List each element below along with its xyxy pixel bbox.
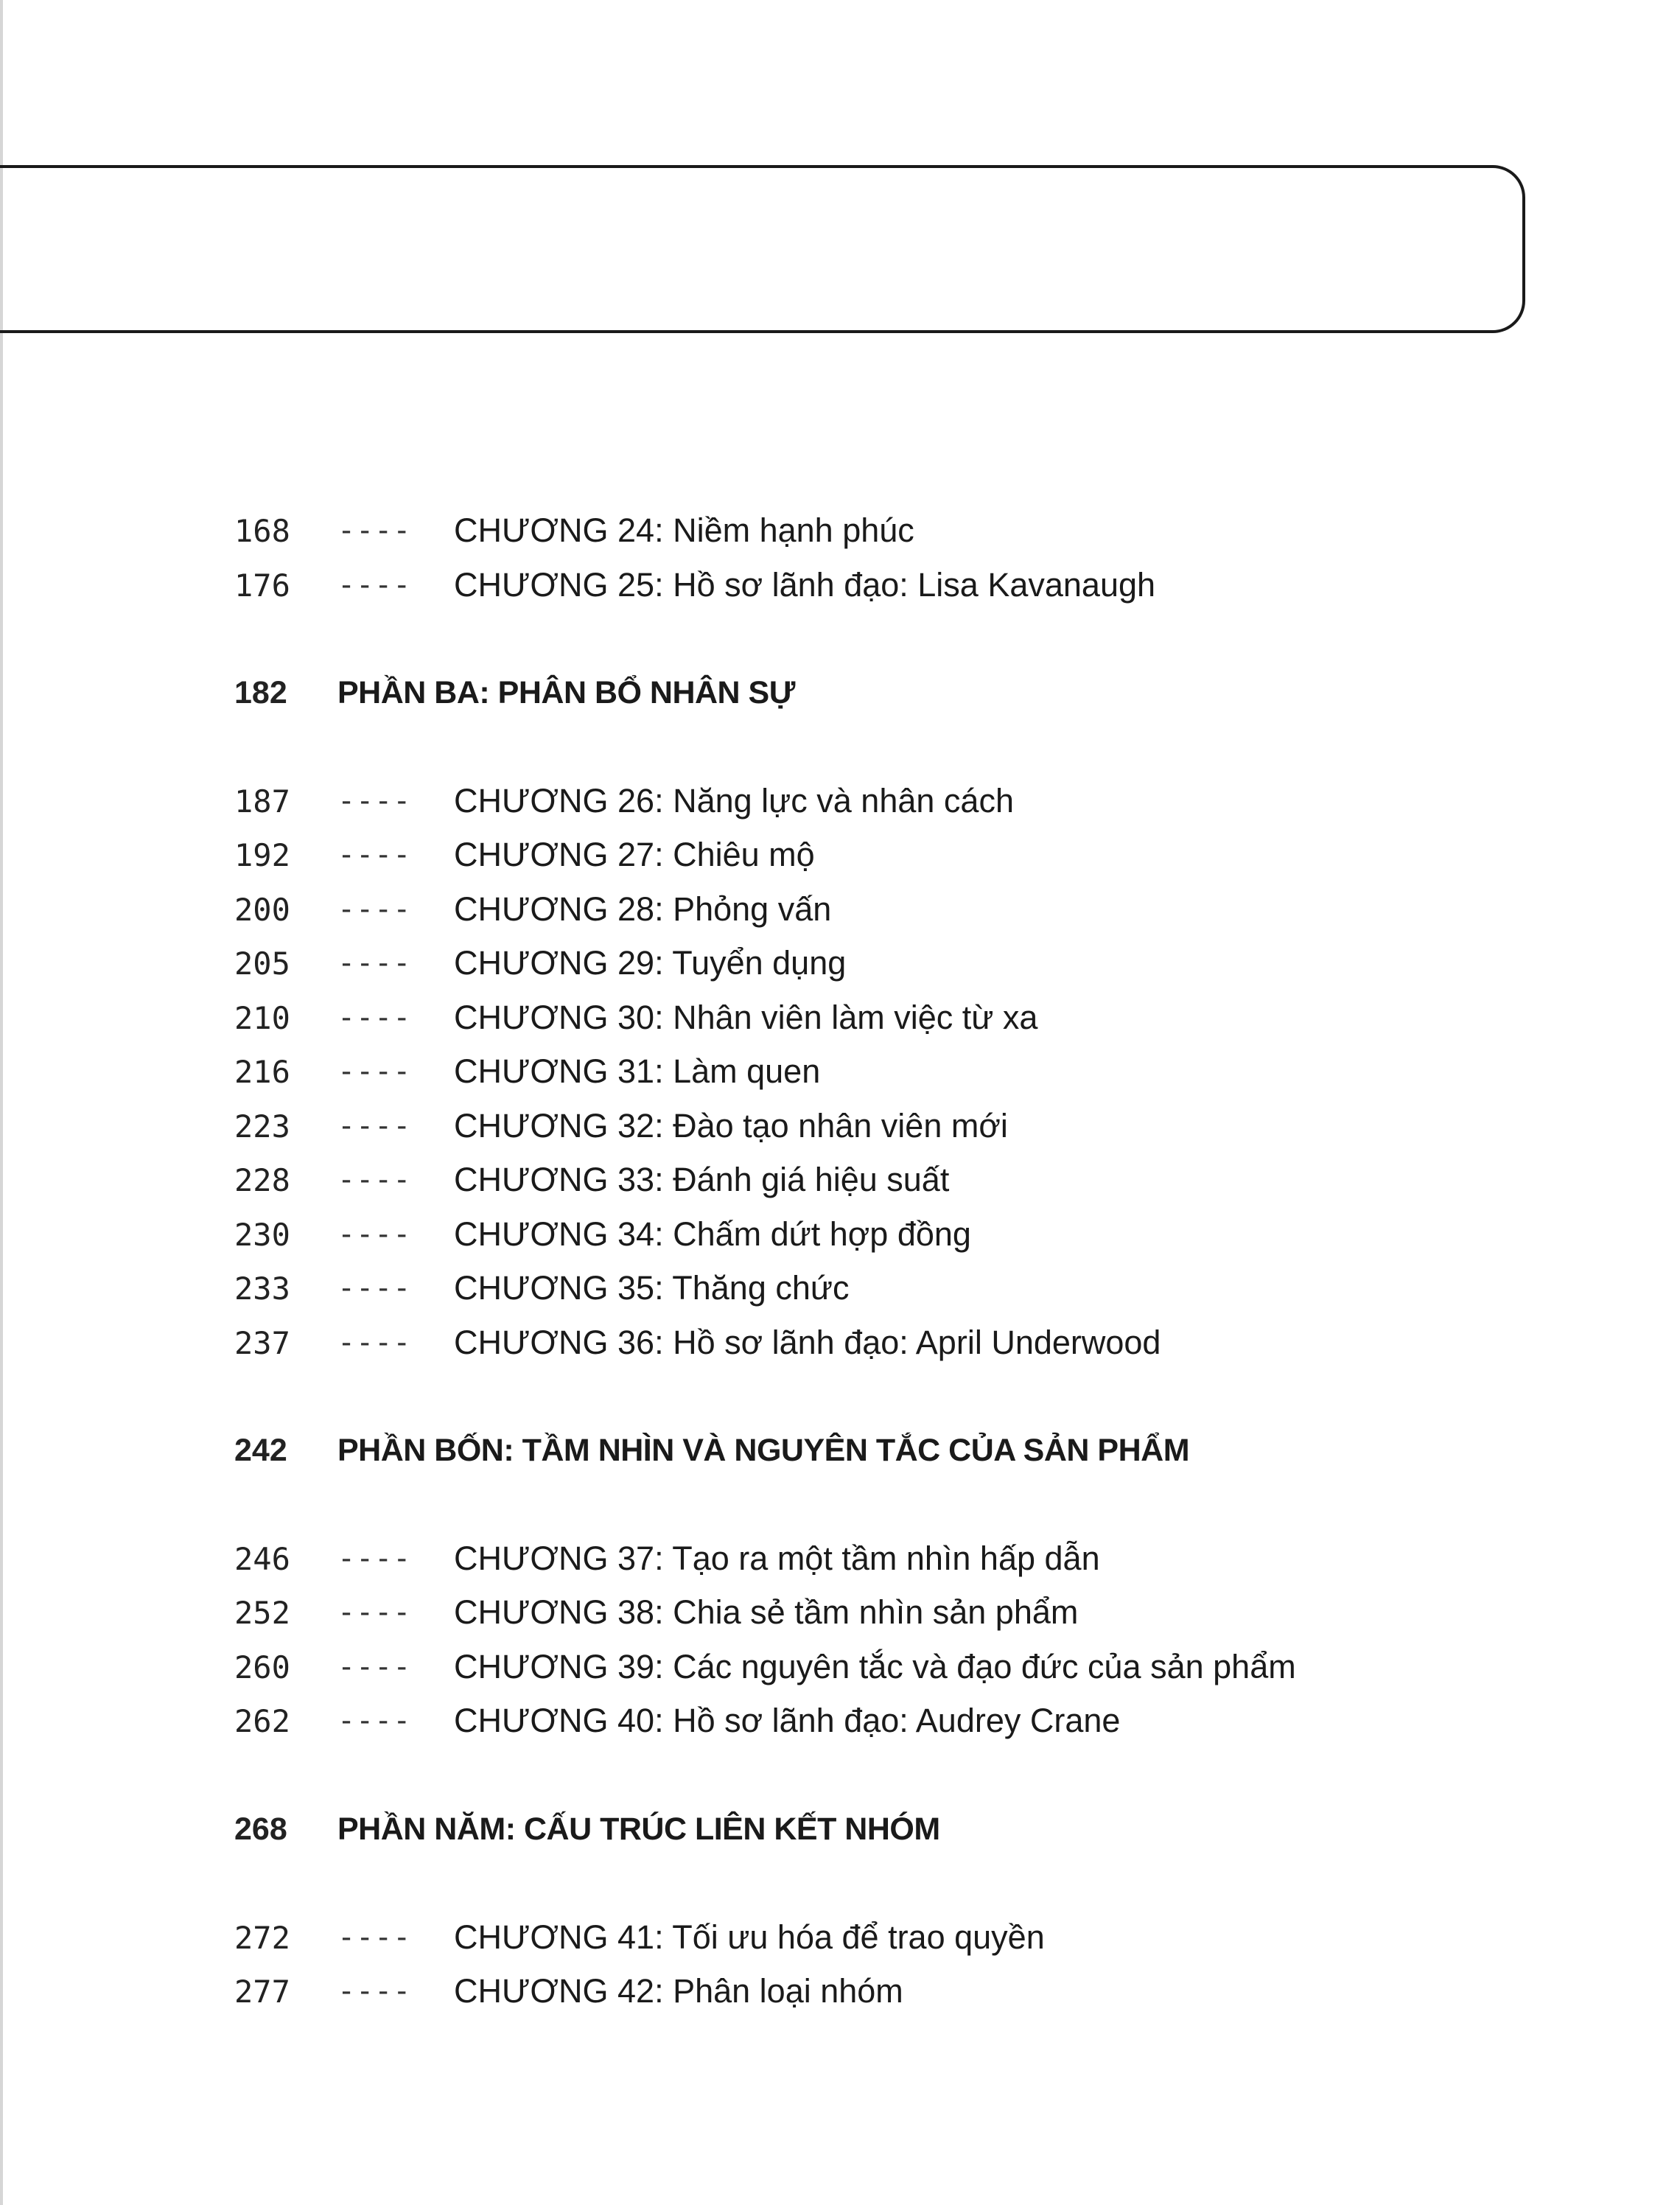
toc-leader-dashes: ---- xyxy=(337,514,412,548)
toc-chapter-title: CHƯƠNG 32: Đào tạo nhân viên mới xyxy=(454,1107,1008,1145)
toc-page-number: 168 xyxy=(234,512,290,549)
toc-page-number: 228 xyxy=(234,1161,290,1198)
toc-chapter-row xyxy=(234,1104,1008,1148)
toc-leader-dashes: ---- xyxy=(337,946,412,980)
toc-chapter-row xyxy=(234,509,914,553)
toc-leader-dashes: ---- xyxy=(337,1217,412,1251)
toc-page-number: 216 xyxy=(234,1053,290,1090)
toc-leader-dashes: ---- xyxy=(337,1163,412,1197)
toc-chapter-title: CHƯƠNG 29: Tuyển dụng xyxy=(454,944,847,982)
toc-chapter-row xyxy=(234,1537,1100,1581)
toc-chapter-row xyxy=(234,779,1014,823)
toc-chapter-row xyxy=(234,941,846,985)
toc-leader-dashes: ---- xyxy=(337,568,412,602)
toc-leader-dashes: ---- xyxy=(337,1596,412,1629)
toc-chapter-title: CHƯƠNG 42: Phân loại nhóm xyxy=(454,1972,903,2010)
toc-page-number: 182 xyxy=(234,674,287,710)
toc-chapter-title: CHƯƠNG 41: Tối ưu hóa để trao quyền xyxy=(454,1918,1045,1956)
toc-page-number: 187 xyxy=(234,783,290,820)
toc-leader-dashes: ---- xyxy=(337,838,412,872)
toc-chapter-title: CHƯƠNG 40: Hồ sơ lãnh đạo: Audrey Crane xyxy=(454,1702,1121,1739)
toc-chapter-row xyxy=(234,1590,1078,1635)
toc-chapter-row xyxy=(234,1212,971,1257)
toc-part-title: PHẦN NĂM: CẤU TRÚC LIÊN KẾT NHÓM xyxy=(337,1811,940,1847)
toc-page-number: 277 xyxy=(234,1973,290,2010)
toc-chapter-row xyxy=(234,1915,1045,1960)
toc-chapter-row xyxy=(234,833,815,877)
toc-page-number: 237 xyxy=(234,1324,290,1361)
toc-part-title: PHẦN BA: PHÂN BỔ NHÂN SỰ xyxy=(337,674,795,710)
toc-chapter-title: CHƯƠNG 24: Niềm hạnh phúc xyxy=(454,511,914,549)
toc-leader-dashes: ---- xyxy=(337,892,412,926)
toc-page-number: 210 xyxy=(234,999,290,1036)
toc-chapter-title: CHƯƠNG 31: Làm quen xyxy=(454,1052,821,1090)
toc-chapter-row xyxy=(234,1049,820,1094)
toc-chapter-row xyxy=(234,1158,949,1202)
toc-page-number: 252 xyxy=(234,1594,290,1631)
toc-page-number: 233 xyxy=(234,1270,290,1307)
toc-chapter-title: CHƯƠNG 30: Nhân viên làm việc từ xa xyxy=(454,999,1038,1036)
toc-page-number: 230 xyxy=(234,1216,290,1253)
toc-leader-dashes: ---- xyxy=(337,784,412,818)
toc-chapter-title: CHƯƠNG 28: Phỏng vấn xyxy=(454,890,832,928)
toc-chapter-title: CHƯƠNG 25: Hồ sơ lãnh đạo: Lisa Kavanaugh xyxy=(454,566,1156,604)
toc-page-number: 192 xyxy=(234,836,290,873)
toc-chapter-row xyxy=(234,887,831,932)
toc-chapter-title: CHƯƠNG 34: Chấm dứt hợp đồng xyxy=(454,1215,971,1253)
toc-chapter-title: CHƯƠNG 36: Hồ sơ lãnh đạo: April Underwood xyxy=(454,1324,1161,1361)
toc-part-title: PHẦN BỐN: TẦM NHÌN VÀ NGUYÊN TẮC CỦA SẢN PHẨM xyxy=(337,1432,1190,1468)
toc-chapter-title: CHƯƠNG 27: Chiêu mộ xyxy=(454,836,815,873)
toc-leader-dashes: ---- xyxy=(337,1326,412,1360)
toc-chapter-title: CHƯƠNG 39: Các nguyên tắc và đạo đức của sản phẩm xyxy=(454,1648,1296,1685)
header-frame xyxy=(0,165,1525,333)
toc-page-number: 268 xyxy=(234,1811,287,1847)
toc-page-number: 272 xyxy=(234,1919,290,1956)
toc-page-number: 242 xyxy=(234,1432,287,1468)
toc-chapter-row xyxy=(234,1266,850,1310)
toc-page-number: 205 xyxy=(234,945,290,982)
toc-chapter-row xyxy=(234,1321,1161,1365)
toc-chapter-title: CHƯƠNG 26: Năng lực và nhân cách xyxy=(454,782,1014,820)
toc-leader-dashes: ---- xyxy=(337,1704,412,1738)
toc-chapter-title: CHƯƠNG 37: Tạo ra một tầm nhìn hấp dẫn xyxy=(454,1540,1100,1577)
toc-leader-dashes: ---- xyxy=(337,1542,412,1576)
toc-leader-dashes: ---- xyxy=(337,1109,412,1143)
toc-page-number: 176 xyxy=(234,567,290,604)
toc-page-number: 262 xyxy=(234,1702,290,1739)
toc-leader-dashes: ---- xyxy=(337,1001,412,1035)
toc-part-row xyxy=(234,1807,940,1851)
toc-chapter-title: CHƯƠNG 33: Đánh giá hiệu suất xyxy=(454,1161,950,1198)
toc-page-number: 246 xyxy=(234,1540,290,1577)
toc-leader-dashes: ---- xyxy=(337,1055,412,1088)
toc-chapter-title: CHƯƠNG 38: Chia sẻ tầm nhìn sản phẩm xyxy=(454,1593,1079,1631)
toc-part-row xyxy=(234,671,795,715)
toc-chapter-title: CHƯƠNG 35: Thăng chức xyxy=(454,1269,850,1307)
toc-page-number: 223 xyxy=(234,1108,290,1145)
toc-page-number: 260 xyxy=(234,1649,290,1685)
toc-chapter-row xyxy=(234,1969,903,2013)
toc-part-row xyxy=(234,1428,1189,1472)
toc-leader-dashes: ---- xyxy=(337,1271,412,1305)
toc-page-number: 200 xyxy=(234,891,290,928)
toc-leader-dashes: ---- xyxy=(337,1921,412,1954)
toc-leader-dashes: ---- xyxy=(337,1650,412,1684)
toc-chapter-row xyxy=(234,996,1037,1040)
toc-chapter-row xyxy=(234,563,1155,607)
toc-chapter-row xyxy=(234,1645,1296,1689)
toc-chapter-row xyxy=(234,1699,1120,1743)
toc-leader-dashes: ---- xyxy=(337,1974,412,2008)
